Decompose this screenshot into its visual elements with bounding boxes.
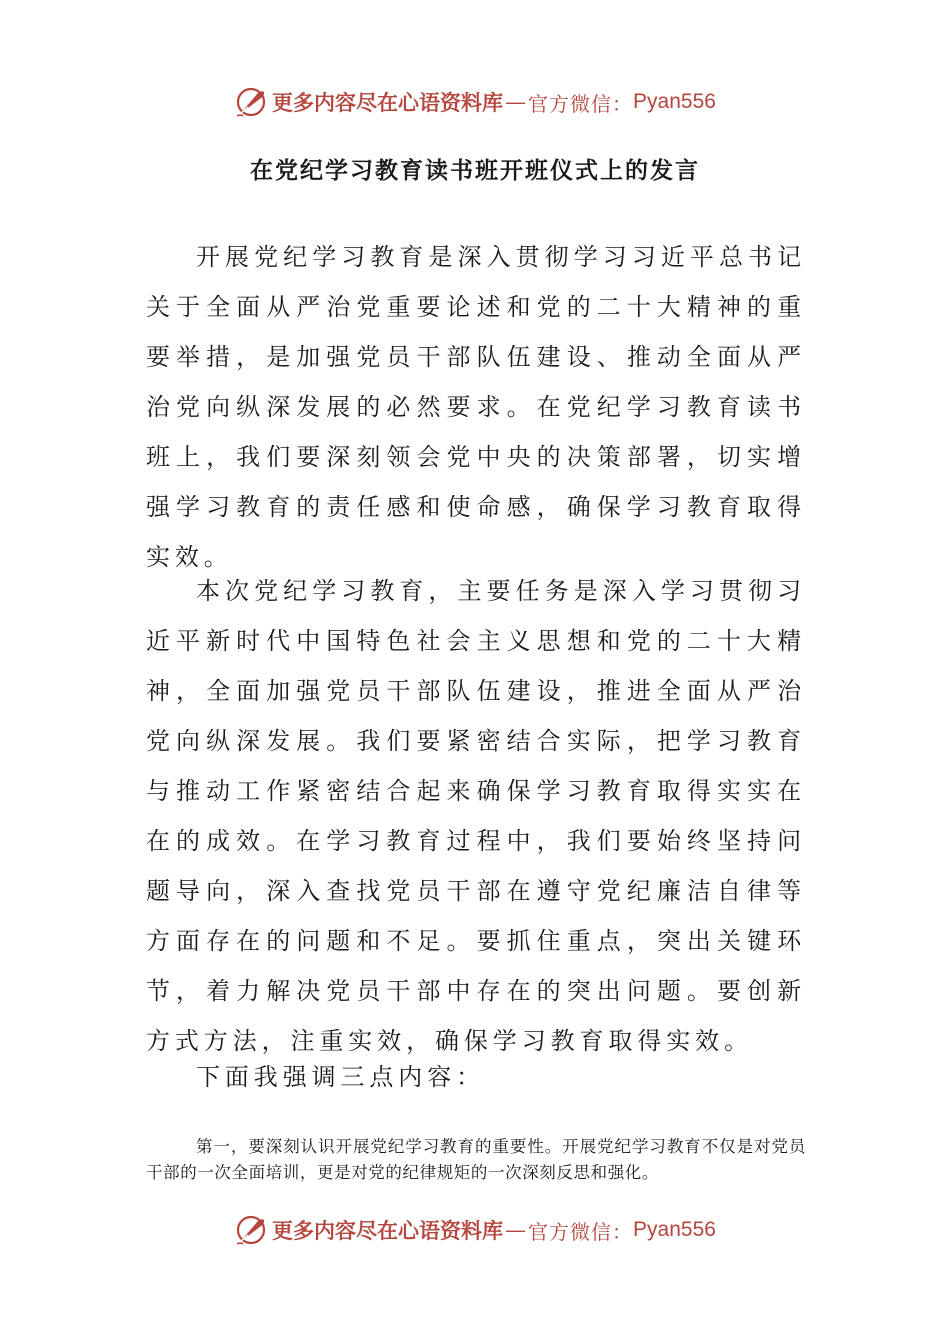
banner-wechat-id: Pyan556 — [633, 90, 716, 113]
banner-wechat-label: 官方微信： — [528, 1219, 634, 1244]
paragraph-2: 本次党纪学习教育，主要任务是深入学习贯彻习近平新时代中国特色社会主义思想和党的二十大精神，全面加强党员干部队伍建设，推进全面从严治党向纵深发展。我们要紧密结合实际，把学习教育与推动工作紧密结合起来确保学习教育取得实实在在的成效。在学习教育过程中，我们要始终坚持问题导向，深入查找党员干部在遵守党纪廉洁自律等方面存在的问题和不足。要抓住重点，突出关键环节，着力解决党员干部中存在的突出问题。要创新方式方法，注重实效，确保学习教育取得实效。 — [146, 577, 806, 1055]
quill-pen-logo-icon — [234, 85, 268, 119]
banner-separator: — — [505, 1218, 527, 1242]
banner-separator: — — [505, 90, 527, 114]
footer-banner — [0, 1210, 950, 1250]
header-banner — [0, 82, 950, 122]
document-title: 在党纪学习教育读书班开班仪式上的发言 — [250, 157, 700, 184]
banner-wechat-label: 官方微信： — [528, 91, 634, 116]
banner-brand-text: 更多内容尽在心语资料库 — [272, 1218, 504, 1243]
paragraph-1: 开展党纪学习教育是深入贯彻学习习近平总书记关于全面从严治党重要论述和党的二十大精神的重要举措，是加强党员干部队伍建设、推动全面从严治党向纵深发展的必然要求。在党纪学习教育读书班上，我们要深刻领会党中央的决策部署，切实增强学习教育的责任感和使命感，确保学习教育取得实效。 — [146, 243, 806, 571]
banner-wechat-id: Pyan556 — [633, 1218, 716, 1241]
paragraph-3: 下面我强调三点内容： — [196, 1063, 485, 1091]
banner-brand-text: 更多内容尽在心语资料库 — [272, 90, 504, 115]
paragraph-small: 第一，要深刻认识开展党纪学习教育的重要性。开展党纪学习教育不仅是对党员干部的一次全面培训，更是对党的纪律规矩的一次深刻反思和强化。 — [146, 1137, 806, 1182]
quill-pen-logo-icon — [234, 1213, 268, 1247]
